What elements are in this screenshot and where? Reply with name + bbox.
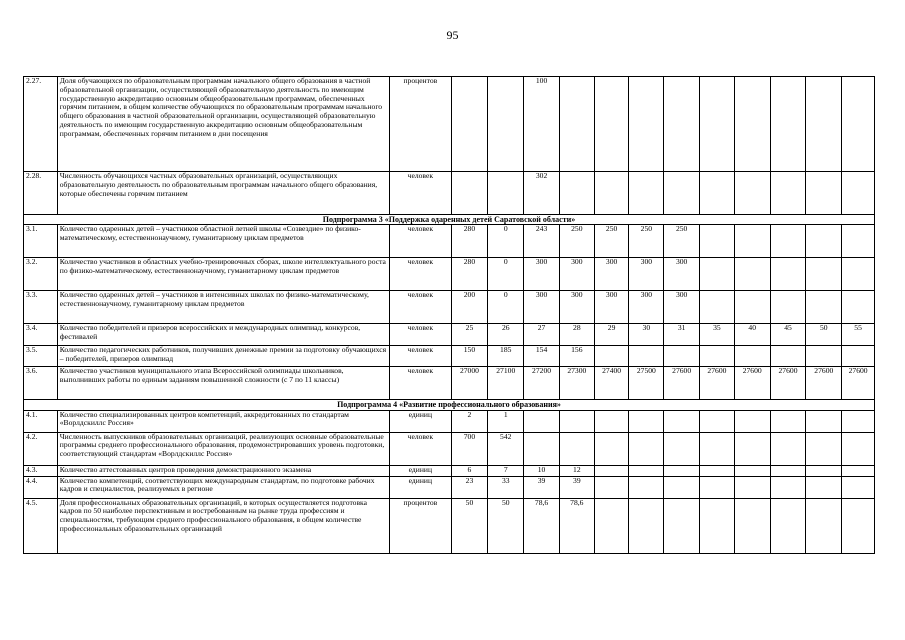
row-number: 4.1.	[24, 410, 58, 432]
value-cell	[770, 410, 806, 432]
value-cell: 78,6	[524, 498, 560, 553]
value-cell: 23	[451, 476, 488, 498]
table-row	[24, 324, 875, 346]
value-cell: 300	[524, 258, 560, 291]
value-cell: 55	[842, 324, 875, 346]
value-cell: 39	[559, 476, 594, 498]
value-cell	[734, 258, 770, 291]
value-cell	[842, 77, 875, 172]
row-number: 3.1.	[24, 225, 58, 258]
table-row	[24, 367, 875, 400]
value-cell	[734, 291, 770, 324]
section-title: Подпрограмма 3 «Поддержка одаренных детей Саратовской области»	[24, 215, 875, 225]
table-row	[24, 225, 875, 258]
value-cell	[700, 225, 735, 258]
value-cell: 78,6	[559, 498, 594, 553]
value-cell	[770, 172, 806, 215]
value-cell: 2	[451, 410, 488, 432]
value-cell	[488, 77, 524, 172]
value-cell	[629, 77, 664, 172]
table-row	[24, 172, 875, 215]
value-cell	[806, 476, 842, 498]
row-number: 2.27.	[24, 77, 58, 172]
value-cell: 300	[524, 291, 560, 324]
unit-cell: процентов	[390, 77, 451, 172]
value-cell: 0	[488, 225, 524, 258]
value-cell	[842, 465, 875, 476]
value-cell	[594, 432, 629, 465]
value-cell	[842, 172, 875, 215]
table-row	[24, 410, 875, 432]
value-cell	[629, 498, 664, 553]
value-cell	[594, 346, 629, 367]
unit-cell: человек	[390, 291, 451, 324]
value-cell	[770, 465, 806, 476]
value-cell	[770, 432, 806, 465]
value-cell	[629, 172, 664, 215]
value-cell	[842, 225, 875, 258]
indicator-name: Количество победителей и призеров всероссийских и международных олимпиад, конкурсов, фестивалей	[57, 324, 389, 346]
value-cell	[842, 476, 875, 498]
value-cell	[700, 410, 735, 432]
value-cell	[629, 476, 664, 498]
value-cell: 250	[664, 225, 700, 258]
value-cell	[700, 465, 735, 476]
indicator-name: Количество педагогических работников, получивших денежные премии за подготовку обучающихся – победителей, призеров олимпиад	[57, 346, 389, 367]
value-cell	[770, 346, 806, 367]
value-cell	[842, 498, 875, 553]
value-cell: 27400	[594, 367, 629, 400]
value-cell	[700, 291, 735, 324]
value-cell: 27	[524, 324, 560, 346]
value-cell	[524, 410, 560, 432]
value-cell	[806, 291, 842, 324]
page-number: 95	[446, 28, 459, 42]
value-cell	[559, 432, 594, 465]
value-cell: 27600	[734, 367, 770, 400]
value-cell: 27200	[524, 367, 560, 400]
value-cell: 280	[451, 258, 488, 291]
indicator-name: Количество одаренных детей – участников в интенсивных школах по физико-математическому, естественнонаучному, гуманитарному циклам предметов	[57, 291, 389, 324]
value-cell: 10	[524, 465, 560, 476]
value-cell	[734, 346, 770, 367]
unit-cell: единиц	[390, 465, 451, 476]
value-cell	[806, 225, 842, 258]
value-cell: 300	[664, 291, 700, 324]
value-cell	[700, 346, 735, 367]
value-cell: 27600	[664, 367, 700, 400]
value-cell	[806, 258, 842, 291]
value-cell	[842, 410, 875, 432]
table-row	[24, 498, 875, 553]
row-number: 3.3.	[24, 291, 58, 324]
value-cell	[664, 476, 700, 498]
value-cell	[524, 432, 560, 465]
value-cell	[664, 172, 700, 215]
unit-cell: человек	[390, 172, 451, 215]
value-cell: 185	[488, 346, 524, 367]
indicators-table	[23, 76, 875, 554]
value-cell	[734, 225, 770, 258]
value-cell	[734, 77, 770, 172]
value-cell	[664, 432, 700, 465]
value-cell	[842, 258, 875, 291]
row-number: 3.2.	[24, 258, 58, 291]
value-cell	[842, 291, 875, 324]
value-cell	[806, 77, 842, 172]
value-cell: 100	[524, 77, 560, 172]
value-cell: 27600	[770, 367, 806, 400]
value-cell	[629, 346, 664, 367]
value-cell: 50	[451, 498, 488, 553]
table-body	[24, 77, 875, 554]
value-cell: 12	[559, 465, 594, 476]
value-cell: 27000	[451, 367, 488, 400]
value-cell	[806, 432, 842, 465]
indicator-name: Доля профессиональных образовательных организаций, в которых осуществляется подготовка кадров по 50 наиболее перспективным и востребованным на рынке труда профессиям и специальностям, требующим среднего профессионального образования, в общем количестве профессиональных образовательных организаций	[57, 498, 389, 553]
value-cell: 27600	[700, 367, 735, 400]
value-cell: 0	[488, 291, 524, 324]
value-cell: 280	[451, 225, 488, 258]
value-cell: 33	[488, 476, 524, 498]
indicator-name: Численность обучающихся частных образовательных организаций, осуществляющих образовательную деятельность по образовательным программам начального общего образования, которые обеспечены горячим питанием	[57, 172, 389, 215]
section-row	[24, 400, 875, 410]
value-cell: 300	[664, 258, 700, 291]
row-number: 4.3.	[24, 465, 58, 476]
table-row	[24, 432, 875, 465]
value-cell: 30	[629, 324, 664, 346]
value-cell	[559, 172, 594, 215]
unit-cell: человек	[390, 432, 451, 465]
unit-cell: процентов	[390, 498, 451, 553]
value-cell: 31	[664, 324, 700, 346]
value-cell: 700	[451, 432, 488, 465]
value-cell: 300	[559, 258, 594, 291]
value-cell	[806, 465, 842, 476]
value-cell	[734, 476, 770, 498]
value-cell: 250	[559, 225, 594, 258]
value-cell: 243	[524, 225, 560, 258]
indicator-name: Количество участников муниципального этапа Всероссийской олимпиады школьников, выполнивших работы по единым заданиям повышенной сложности (с 7 по 11 классы)	[57, 367, 389, 400]
value-cell	[594, 77, 629, 172]
table-row	[24, 346, 875, 367]
value-cell: 156	[559, 346, 594, 367]
value-cell: 29	[594, 324, 629, 346]
value-cell: 28	[559, 324, 594, 346]
value-cell	[734, 172, 770, 215]
indicator-name: Количество одаренных детей – участников областной летней школы «Созвездие» по физико-математическому, естественнонаучному, гуманитарному циклам предметов	[57, 225, 389, 258]
indicator-name: Количество участников в областных учебно-тренировочных сборах, школе интеллектуального роста по физико-математическому, естественнонаучному, гуманитарному циклам предметов	[57, 258, 389, 291]
row-number: 2.28.	[24, 172, 58, 215]
row-number: 3.4.	[24, 324, 58, 346]
value-cell	[770, 225, 806, 258]
value-cell: 35	[700, 324, 735, 346]
value-cell: 27600	[842, 367, 875, 400]
value-cell: 40	[734, 324, 770, 346]
value-cell	[559, 77, 594, 172]
row-number: 4.4.	[24, 476, 58, 498]
value-cell: 27100	[488, 367, 524, 400]
value-cell	[664, 77, 700, 172]
value-cell: 150	[451, 346, 488, 367]
value-cell	[594, 172, 629, 215]
value-cell: 27600	[806, 367, 842, 400]
value-cell: 300	[559, 291, 594, 324]
unit-cell: единиц	[390, 476, 451, 498]
value-cell	[842, 346, 875, 367]
indicator-name: Численность выпускников образовательных организаций, реализующих основные образовательные программы среднего профессионального образования, продемонстрировавших уровень подготовки, соответствующий стандартам «Ворлдскиллс Россия»	[57, 432, 389, 465]
value-cell	[770, 476, 806, 498]
table-row	[24, 476, 875, 498]
value-cell: 200	[451, 291, 488, 324]
value-cell: 27300	[559, 367, 594, 400]
unit-cell: человек	[390, 367, 451, 400]
value-cell	[629, 432, 664, 465]
value-cell: 39	[524, 476, 560, 498]
value-cell: 50	[806, 324, 842, 346]
value-cell	[700, 172, 735, 215]
row-number: 3.5.	[24, 346, 58, 367]
value-cell	[559, 410, 594, 432]
unit-cell: единиц	[390, 410, 451, 432]
value-cell	[664, 346, 700, 367]
value-cell	[700, 498, 735, 553]
row-number: 4.2.	[24, 432, 58, 465]
value-cell	[594, 465, 629, 476]
value-cell: 250	[629, 225, 664, 258]
value-cell	[700, 476, 735, 498]
table-row	[24, 291, 875, 324]
value-cell	[664, 465, 700, 476]
value-cell	[488, 172, 524, 215]
value-cell	[629, 410, 664, 432]
value-cell	[770, 498, 806, 553]
value-cell: 250	[594, 225, 629, 258]
table-row	[24, 465, 875, 476]
table-row	[24, 77, 875, 172]
value-cell: 154	[524, 346, 560, 367]
value-cell	[734, 465, 770, 476]
value-cell	[734, 432, 770, 465]
value-cell	[700, 77, 735, 172]
value-cell: 300	[594, 258, 629, 291]
row-number: 4.5.	[24, 498, 58, 553]
value-cell	[734, 498, 770, 553]
row-number: 3.6.	[24, 367, 58, 400]
value-cell: 1	[488, 410, 524, 432]
unit-cell: человек	[390, 346, 451, 367]
value-cell: 26	[488, 324, 524, 346]
indicator-name: Количество специализированных центров компетенций, аккредитованных по стандартам «Ворлдскиллс Россия»	[57, 410, 389, 432]
indicator-name: Количество аттестованных центров проведения демонстрационного экзамена	[57, 465, 389, 476]
value-cell	[806, 346, 842, 367]
value-cell	[629, 465, 664, 476]
unit-cell: человек	[390, 258, 451, 291]
value-cell	[451, 172, 488, 215]
value-cell: 300	[594, 291, 629, 324]
value-cell	[806, 498, 842, 553]
value-cell	[664, 498, 700, 553]
value-cell	[700, 432, 735, 465]
value-cell: 300	[629, 291, 664, 324]
value-cell	[806, 172, 842, 215]
value-cell: 6	[451, 465, 488, 476]
value-cell: 27500	[629, 367, 664, 400]
value-cell	[594, 410, 629, 432]
value-cell: 50	[488, 498, 524, 553]
value-cell: 302	[524, 172, 560, 215]
value-cell: 45	[770, 324, 806, 346]
section-title: Подпрограмма 4 «Развитие профессионального образования»	[24, 400, 875, 410]
value-cell	[770, 77, 806, 172]
value-cell: 542	[488, 432, 524, 465]
value-cell	[664, 410, 700, 432]
value-cell: 7	[488, 465, 524, 476]
value-cell	[770, 258, 806, 291]
value-cell	[770, 291, 806, 324]
section-row	[24, 215, 875, 225]
value-cell	[734, 410, 770, 432]
table-row	[24, 258, 875, 291]
value-cell: 25	[451, 324, 488, 346]
value-cell: 0	[488, 258, 524, 291]
value-cell	[806, 410, 842, 432]
unit-cell: человек	[390, 225, 451, 258]
value-cell	[451, 77, 488, 172]
value-cell: 300	[629, 258, 664, 291]
value-cell	[700, 258, 735, 291]
value-cell	[842, 432, 875, 465]
value-cell	[594, 476, 629, 498]
indicator-name: Доля обучающихся по образовательным программам начального общего образования в частной образовательной организации, осуществляющей образовательную деятельность по имеющим государственную аккредитацию основным общеобразовательным программам, обеспеченных горячим питанием, в общем количестве обучающихся по образовательным программам начального общего образования в частной образовательной организации, осуществляющей образовательную деятельность по имеющим государственную аккредитацию основным общеобразовательным программам, обеспеченных горячим питанием в дни посещения	[57, 77, 389, 172]
unit-cell: человек	[390, 324, 451, 346]
value-cell	[594, 498, 629, 553]
indicator-name: Количество компетенций, соответствующих международным стандартам, по подготовке рабочих кадров и специалистов, реализуемых в регионе	[57, 476, 389, 498]
